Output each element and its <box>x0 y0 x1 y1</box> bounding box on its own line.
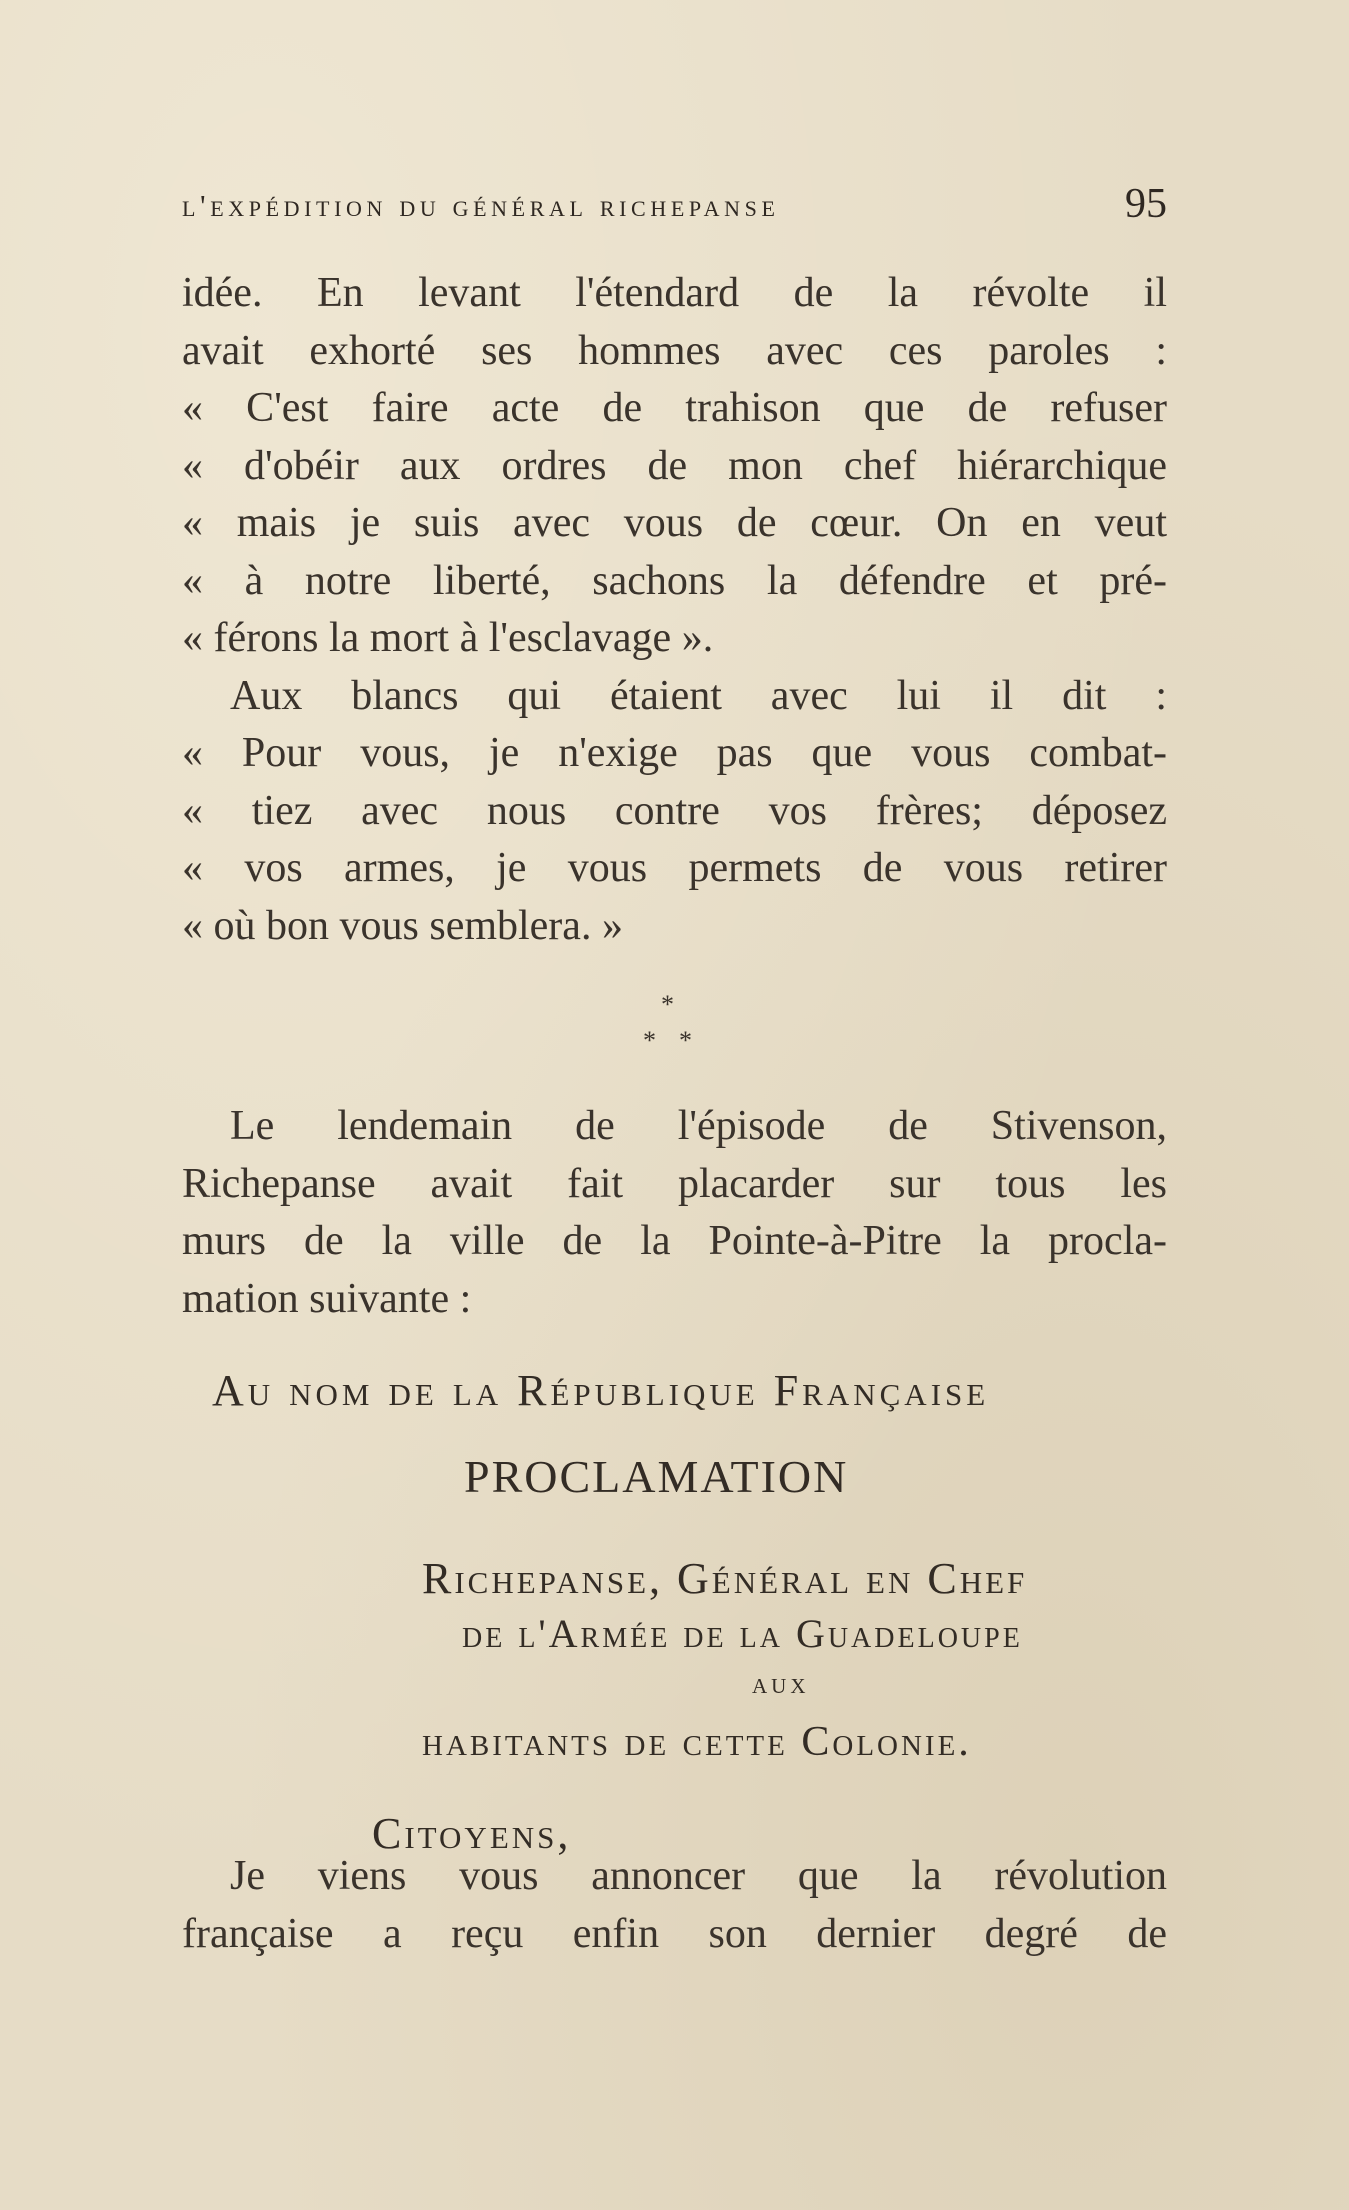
text-line: française a reçu enfin son dernier degré de <box>182 1910 1167 1957</box>
address-line: aux <box>752 1667 810 1700</box>
address-line: habitants de cette Colonie. <box>422 1719 972 1765</box>
asterism-star: * <box>643 1026 656 1055</box>
text-line: Je viens vous annoncer que la révolution <box>230 1853 1167 1899</box>
text-line: « mais je suis avec vous de cœur. On en veut <box>182 500 1167 546</box>
text-line: « vos armes, je vous permets de vous retirer <box>182 845 1167 891</box>
text-line: Richepanse avait fait placarder sur tous les <box>182 1160 1167 1207</box>
text-line: « tiez avec nous contre vos frères; déposez <box>182 787 1167 834</box>
asterism-separator <box>620 992 720 1062</box>
text-line: « où bon vous semblera. » <box>182 902 623 949</box>
asterism-star: * <box>679 1026 692 1055</box>
text-line: murs de la ville de la Pointe-à-Pitre la procla- <box>182 1218 1167 1264</box>
paragraph-3 <box>182 1098 1167 1328</box>
asterism-star: * <box>661 990 674 1019</box>
page-number: 95 <box>1125 181 1167 227</box>
text-line: avait exhorté ses hommes avec ces paroles : <box>182 327 1167 374</box>
text-line: « d'obéir aux ordres de mon chef hiérarchique <box>182 442 1167 489</box>
text-line: « férons la mort à l'esclavage ». <box>182 615 714 661</box>
text-line: Aux blancs qui étaient avec lui il dit : <box>230 672 1167 719</box>
text-line: « Pour vous, je n'exige pas que vous combat- <box>182 730 1167 776</box>
proclamation-title: PROCLAMATION <box>464 1451 849 1502</box>
text-line: mation suivante : <box>182 1275 472 1322</box>
text-line: « à notre liberté, sachons la défendre et pré- <box>182 557 1167 604</box>
paragraph-1 <box>182 265 1167 955</box>
address-line: Richepanse, Général en Chef <box>422 1554 1028 1603</box>
running-head <box>182 180 1167 228</box>
text-line: idée. En levant l'étendard de la révolte il <box>182 270 1167 316</box>
proclamation-header: Au nom de la République Française <box>212 1366 990 1415</box>
salutation: Citoyens, <box>372 1809 572 1858</box>
running-head-title: l'expédition du général richepanse <box>182 188 780 223</box>
paragraph-4 <box>182 1848 1167 1963</box>
address-line: de l'Armée de la Guadeloupe <box>462 1611 1023 1656</box>
text-line: « C'est faire acte de trahison que de refuser <box>182 385 1167 431</box>
text-line: Le lendemain de l'épisode de Stivenson, <box>230 1103 1167 1149</box>
